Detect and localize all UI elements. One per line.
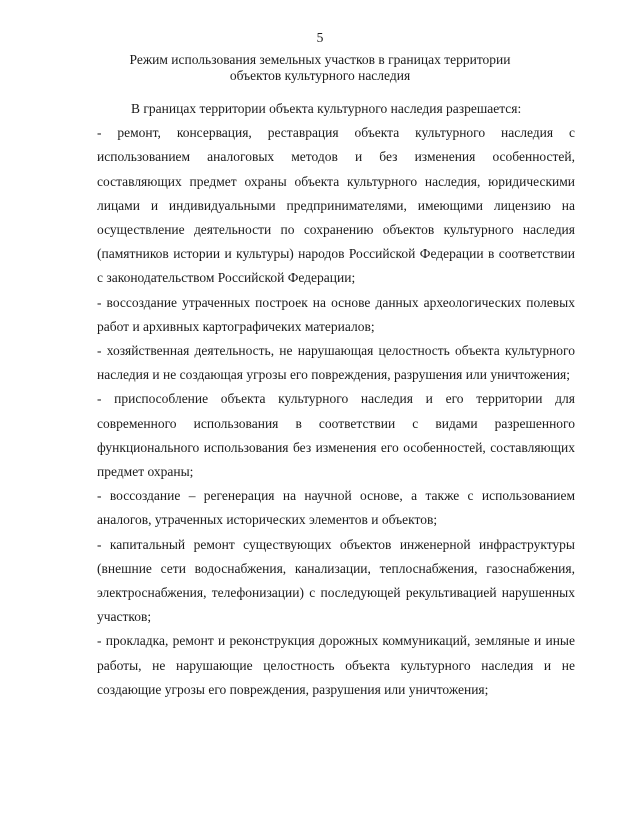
- list-item-6: - капитальный ремонт существующих объектов инженерной инфраструктуры (внешние сети водоснабжения, канализации, теплоснабжения, газоснабжения, электроснабжения, телефонизации) с последующей рекультивацией нарушенных участков;: [97, 536, 575, 625]
- title-line-2: объектов культурного наследия: [229, 68, 411, 83]
- intro-paragraph: В границах территории объекта культурного наследия разрешается:: [131, 101, 522, 116]
- list-item-1: - ремонт, консервация, реставрация объекта культурного наследия с использованием аналоговых методов и без изменения особенностей, составляющих предмет охраны объекта культурного наследия, юридическими лицами и индивидуальными предпринимателями, имеющими лицензию на осуществление деятельности по сохранению объектов культурного наследия (памятников истории и культуры) народов Российской Федерации в соответствии с законодательством Российской Федерации;: [97, 125, 575, 286]
- list-item-2: - воссоздание утраченных построек на основе данных археологических полевых работ и архивных картографичеких материалов;: [97, 294, 575, 334]
- title-line-1: Режим использования земельных участков в границах территории: [129, 52, 511, 67]
- page-number: 5: [316, 30, 324, 45]
- list-item-4: - приспособление объекта культурного наследия и его территории для современного использования в соответствии с видами разрешенного функционального использования без изменения его особенностей, составляющих предмет охраны;: [97, 391, 575, 480]
- list-item-5: - воссоздание – регенерация на научной основе, а также с использованием аналогов, утраченных исторических элементов и объектов;: [97, 488, 575, 528]
- list-item-7: - прокладка, ремонт и реконструкция дорожных коммуникаций, земляные и иные работы, не нарушающие целостность объекта культурного наследия и не создающие угрозы его повреждения, разрушения или уничтожения;: [97, 633, 575, 697]
- list-item-3: - хозяйственная деятельность, не нарушающая целостность объекта культурного наследия и не создающая угрозы его повреждения, разрушения или уничтожения;: [97, 343, 575, 383]
- document-body: [97, 97, 575, 702]
- document-title: [60, 52, 580, 84]
